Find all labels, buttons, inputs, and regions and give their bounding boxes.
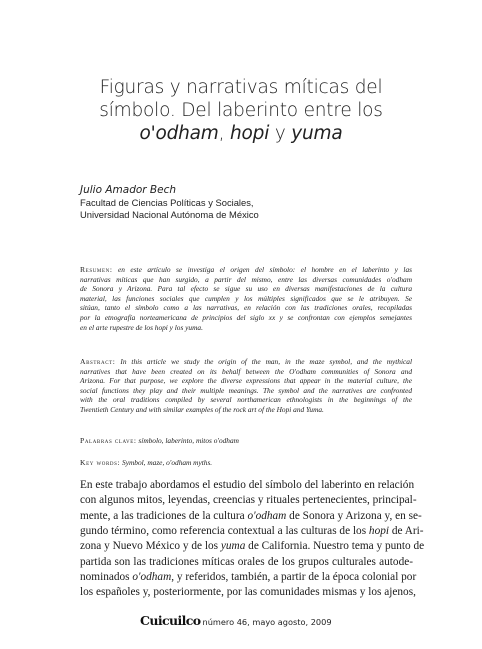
abstract-text: In this article we study the origin of the man, in the maze symbol, and the mythical [115,357,412,366]
resumen-label: Resumen: [80,265,113,274]
author-name: Julio Amador Bech [80,184,177,196]
body-term-hopi: hopi [368,525,390,538]
body-fragment: de Sonora y Arizona y, en se- [286,509,422,522]
body-line: con algunos mitos, leyendas, creencias y rituales pertenecientes, principal- [80,494,417,507]
body-line [80,509,422,524]
author-affiliation-2: Universidad Nacional Autónoma de México [80,208,259,220]
body-fragment: nominados [80,571,133,584]
body-fragment: de Ari- [389,525,424,538]
author-affiliation-1: Facultad de Ciencias Políticas y Sociales, [80,197,254,208]
body-line: los españoles y, posteriormente, por las comunidades mismas y los ajenos, [80,586,416,599]
body-fragment: mente, a las tradiciones de la cultura [80,509,248,522]
resumen-line: en el arte rupestre de los hopi y los yuma. [80,322,203,332]
title-term-oodham: o'odham [139,123,219,144]
abstract-line: Arizona. For that purpose, we explore the diverse expressions that appear in the material culture, the [80,376,412,386]
body-text [80,478,425,601]
title-term-hopi: hopi [230,123,270,144]
title-term-yuma: yuma [291,123,343,144]
body-fragment: de California. Nuestro tema y punto de [245,540,425,553]
body-term-yuma: yuma [220,540,246,553]
article-title [60,76,422,145]
abstract-line: Twentieth Century and with similar examples of the rock art of the Hopi and Yuma. [80,404,324,414]
abstract-line: narratives that have been created on its behalf between the O'odham communities of Sonora and [80,366,412,376]
body-line [80,570,417,585]
resumen-line: narrativas míticas que han surgido, a partir del mismo, entre las diversas comunidades o'odham [80,274,412,284]
body-line: partida son las tradiciones míticas orales de los grupos culturales autode- [80,555,413,568]
title-line-1: Figuras y narrativas míticas del [99,77,383,98]
title-line-3 [60,122,422,145]
abstract-label: Abstract: [80,357,116,366]
key-words-text: Symbol, maze, o'odham myths. [120,458,213,467]
body-fragment: , y referidos, también, a partir de la época colonial por [171,571,417,584]
key-words-line [80,458,412,468]
palabras-clave-label: Palabras clave: [80,436,137,445]
palabras-clave-text: símbolo, laberinto, mitos o'odham [136,436,239,445]
resumen-line [80,265,412,275]
abstract-line: with the oral traditions compiled by several northamerican ethnologists in the beginnings of the [80,395,412,405]
palabras-clave-line [80,436,412,446]
abstract-line [80,357,412,367]
body-fragment: gundo término, como referencia contextual a las culturas de los [80,525,369,538]
title-line-2: símbolo. Del laberinto entre los [99,100,383,121]
resumen-line: material, las funciones sociales que cumplen y los múltiples significados que se le atribuyen. Se [80,293,412,303]
issue-info: número 46, mayo agosto, 2009 [202,617,332,627]
resumen-line: por la etnografía norteamericana de principios del siglo xx y se confrontan con ejemplos semejantes [80,312,412,322]
body-line: En este trabajo abordamos el estudio del símbolo del laberinto en relación [80,479,415,491]
resumen-line: de Sonora y Arizona. Para tal efecto se sigue su uso en diversas manifestaciones de la cultura [80,284,412,294]
journal-logo: Cuicuilco [140,613,201,628]
abstract-section [80,357,412,415]
key-words-label: Key words: [80,458,121,467]
resumen-section [80,265,412,332]
body-term-oodham: o'odham [132,571,172,584]
body-line [80,539,425,554]
key-words-section [80,458,412,468]
body-fragment: zona y Nuevo México y de los [80,540,221,553]
author-block [80,184,410,220]
title-conjunction: y [269,123,292,144]
title-comma: , [218,123,231,144]
resumen-text: en este artículo se investiga el origen del símbolo: el hombre en el laberinto y las [112,265,412,274]
body-line [80,524,424,539]
page-footer [140,613,410,628]
body-term-oodham: o'odham [247,509,287,522]
abstract-line: social functions they play and their multiple meanings. The symbol and the narratives are confronted [80,385,412,395]
palabras-clave-section [80,436,412,446]
resumen-line: sitúan, tanto el símbolo como a las narrativas, en relación con las tradiciones orales, recopiladas [80,303,412,313]
